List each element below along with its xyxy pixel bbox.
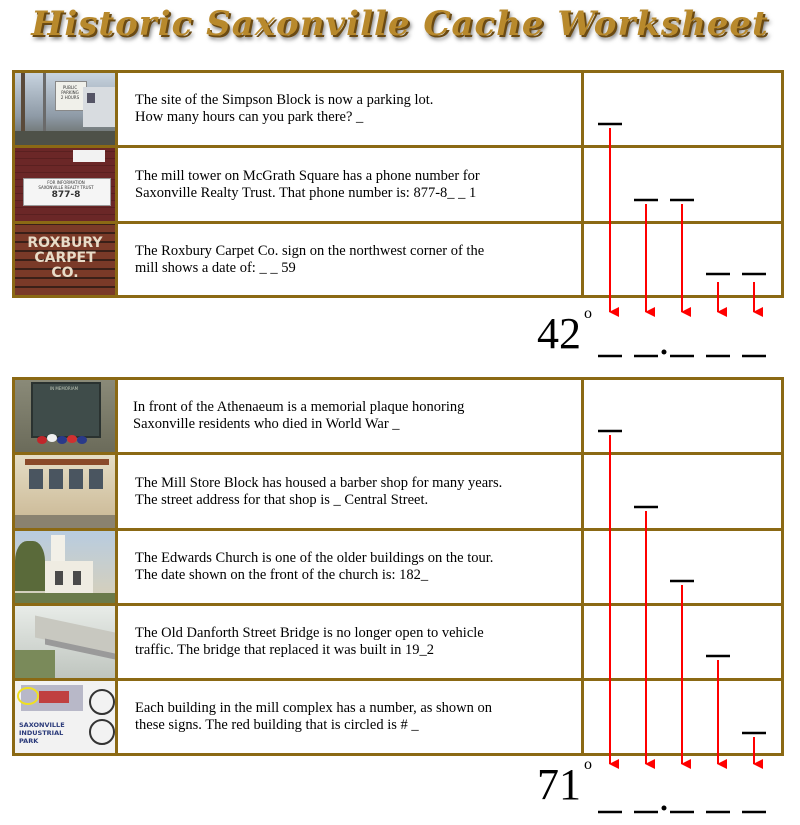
question-text: The mill tower on McGrath Square has a phone number for Saxonville Realty Trust. That phone number is: 877-8_ _ 1 <box>135 167 480 201</box>
question-text: The site of the Simpson Block is now a parking lot. How many hours can you park there? _ <box>135 92 434 125</box>
west-degrees: 71 <box>537 760 581 809</box>
question-text: In front of the Athenaeum is a memorial plaque honoring Saxonville residents who died in World War _ <box>133 399 465 432</box>
decimal-point <box>662 350 667 355</box>
question-text: Each building in the mill complex has a number, as shown on these signs. The red building that is circled is # _ <box>135 700 493 733</box>
west-degree-symbol: o <box>584 756 592 773</box>
plaque-text: IN MEMORIAM <box>49 386 79 391</box>
industrial-park-sign-text: SAXONVILLE INDUSTRIAL PARK <box>19 721 65 745</box>
roxbury-sign-text: ROXBURY CARPET CO. <box>27 235 103 281</box>
question-text: The Edwards Church is one of the older buildings on the tour. The date shown on the front of the church is: 182_ <box>135 550 494 583</box>
question-text: The Mill Store Block has housed a barber shop for many years. The street address for that shop is _ Central Street. <box>135 474 503 508</box>
north-degree-symbol: o <box>584 305 592 322</box>
mill-tower-sign-text: FOR INFORMATION SAXONVILLE REALTY TRUST 877-8 <box>38 180 94 200</box>
north-degrees: 42 <box>537 309 581 358</box>
worksheet-title: Historic Saxonville Cache Worksheet <box>31 4 769 44</box>
question-text: The Old Danforth Street Bridge is no longer open to vehicle traffic. The bridge that replaced it was built in 19_2 <box>135 625 484 658</box>
question-text: The Roxbury Carpet Co. sign on the northwest corner of the mill shows a date of: _ _ 59 <box>135 242 485 276</box>
decimal-point <box>662 806 667 811</box>
parking-sign-text: PUBLIC PARKING 2 HOURS <box>60 85 80 100</box>
